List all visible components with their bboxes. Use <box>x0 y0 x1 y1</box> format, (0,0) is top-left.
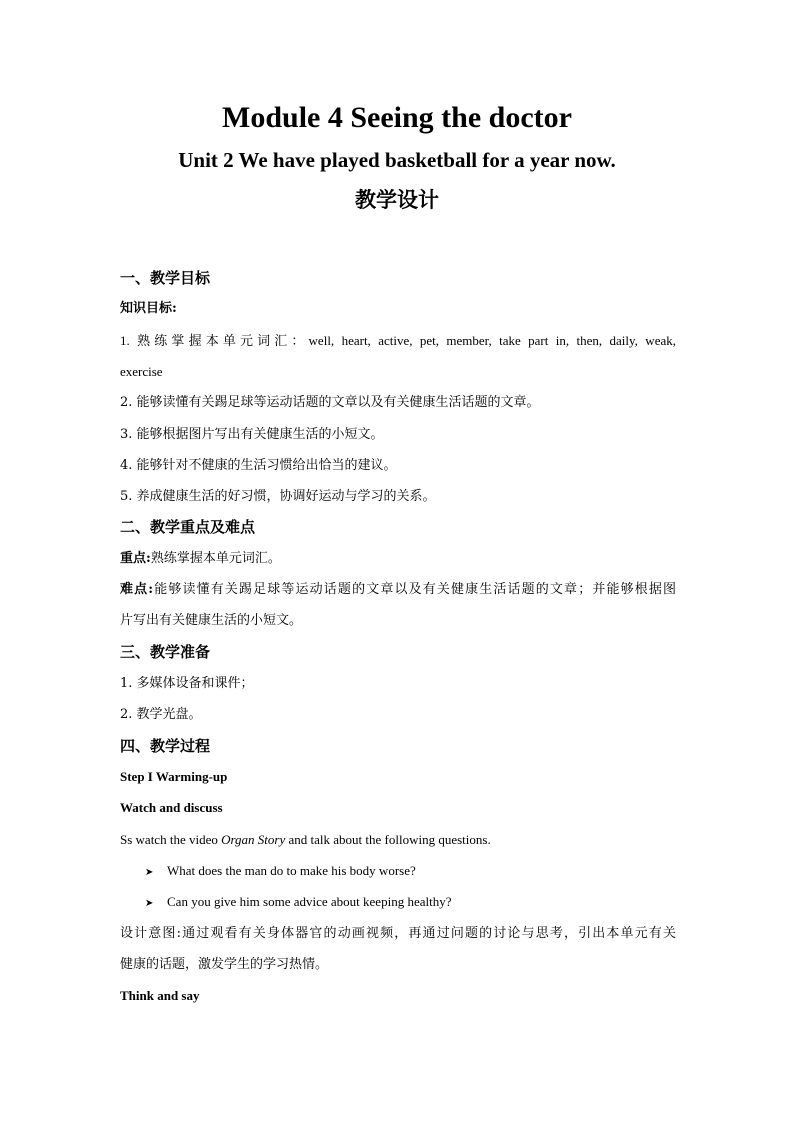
objective-item-1: 1. 熟练掌握本单元词汇：well, heart, active, pet, member, take part in, then, daily, weak, <box>120 333 676 348</box>
activity-heading: Watch and discuss <box>120 800 223 815</box>
design-intent-line-1 <box>120 924 676 944</box>
activity-intro <box>120 830 676 850</box>
section-heading-key-points: 二、教学重点及难点 <box>120 518 256 536</box>
preparation-item-2: 2. 教学光盘。 <box>120 707 202 722</box>
focus-line <box>120 549 676 569</box>
arrow-bullet-icon: ➤ <box>145 898 154 909</box>
section-heading-objectives: 一、教学目标 <box>120 269 211 287</box>
knowledge-objectives-label: 知识目标: <box>120 301 177 316</box>
objective-item-2: 2. 能够读懂有关踢足球等运动话题的文章以及有关健康生活话题的文章。 <box>120 395 540 410</box>
intro-text-before: Ss watch the video <box>120 832 222 847</box>
design-intent-text: 通过观看有关身体器官的动画视频，再通过问题的讨论与思考，引出本单元有关 <box>180 926 676 941</box>
focus-text: 熟练掌握本单元词汇。 <box>150 551 281 566</box>
focus-label: 重点: <box>120 551 151 566</box>
difficulty-line-2: 片写出有关健康生活的小短文。 <box>120 613 303 628</box>
document-subtitle: Unit 2 We have played basketball for a year now. <box>178 148 616 172</box>
question-text-1: What does the man do to make his body worse? <box>167 863 416 878</box>
objective-item-4: 4. 能够针对不健康的生活习惯给出恰当的建议。 <box>120 458 397 473</box>
section-heading-preparation: 三、教学准备 <box>120 643 211 661</box>
arrow-bullet-icon: ➤ <box>145 867 154 878</box>
design-intent-label: 设计意图: <box>120 926 181 941</box>
design-intent-line-2: 健康的话题，激发学生的学习热情。 <box>120 957 329 972</box>
objective-item-5: 5. 养成健康生活的好习惯，协调好运动与学习的关系。 <box>120 489 436 504</box>
intro-text-after: and talk about the following questions. <box>285 832 491 847</box>
next-activity-heading: Think and say <box>120 988 200 1003</box>
question-text-2: Can you give him some advice about keeping healthy? <box>167 894 452 909</box>
step-heading: Step I Warming-up <box>120 769 228 784</box>
difficulty-text: 能够读懂有关踢足球等运动话题的文章以及有关健康生活话题的文章；并能够根据图 <box>153 582 676 597</box>
question-item-1 <box>145 861 645 883</box>
preparation-item-1: 1. 多媒体设备和课件； <box>120 676 254 691</box>
difficulty-line-1 <box>120 580 676 600</box>
objective-item-3: 3. 能够根据图片写出有关健康生活的小短文。 <box>120 427 384 442</box>
document-type: 教学设计 <box>355 187 439 212</box>
video-title: Organ Story <box>221 832 286 847</box>
difficulty-label: 难点: <box>120 582 154 597</box>
question-item-2 <box>145 892 645 914</box>
section-heading-process: 四、教学过程 <box>120 737 211 755</box>
objective-item-1-cont: exercise <box>120 364 163 379</box>
document-title: Module 4 Seeing the doctor <box>222 101 572 134</box>
